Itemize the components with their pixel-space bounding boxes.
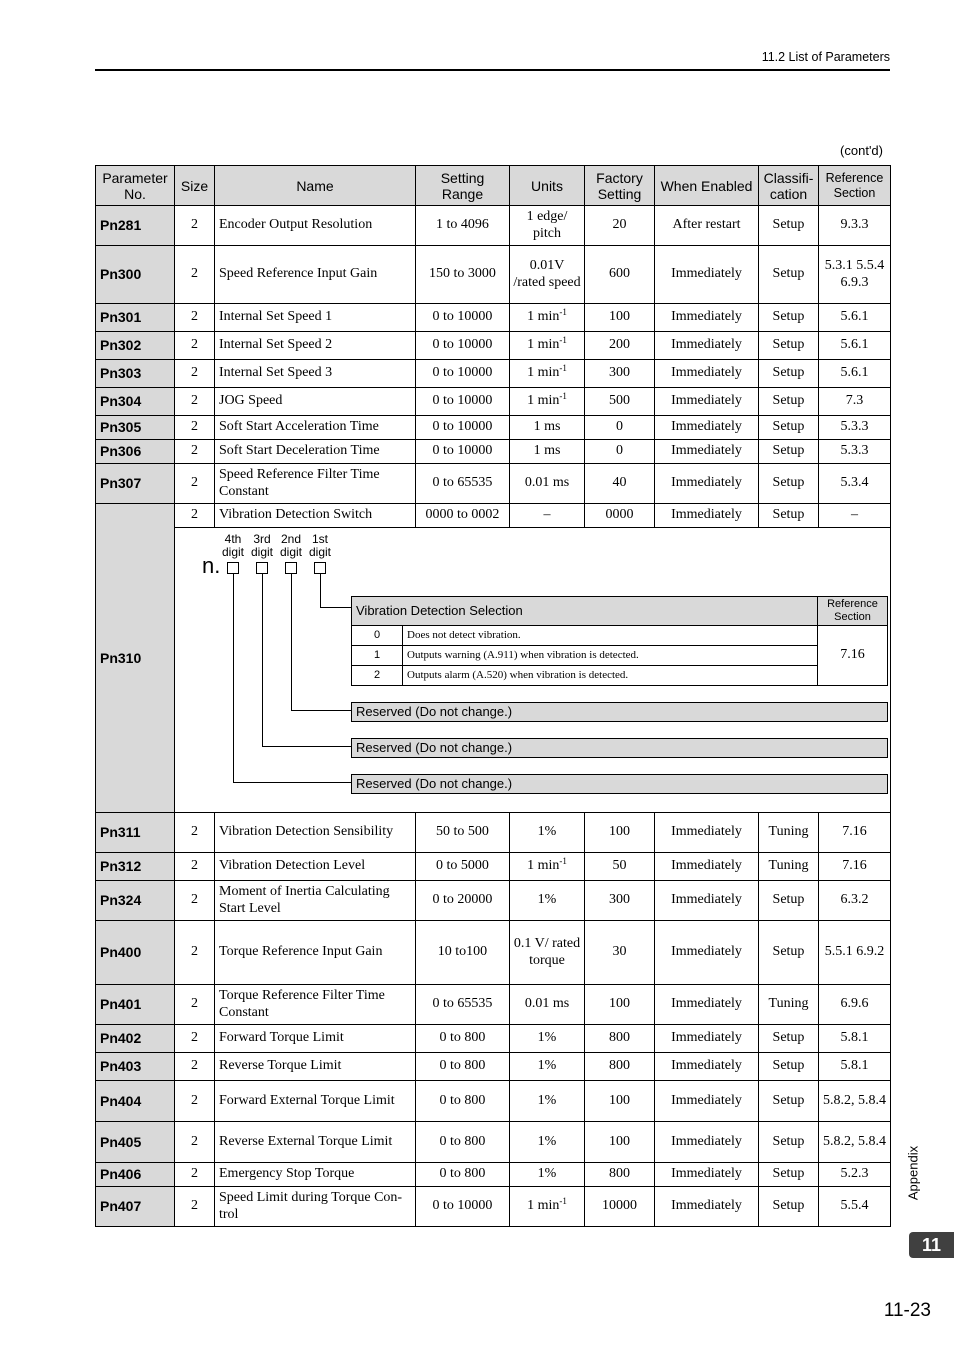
ref-cell: 5.8.2, 5.8.4 (819, 1081, 891, 1122)
factory-cell: 10000 (585, 1187, 655, 1227)
connector-2nd-vertical (291, 574, 292, 711)
enabled-cell: Immediately (655, 1122, 759, 1163)
name-cell: JOG Speed (215, 388, 416, 416)
units-cell: 0.01 ms (510, 464, 585, 504)
chapter-tab: 11 (909, 1232, 954, 1258)
parameter-number: Pn407 (96, 1187, 175, 1227)
name-cell: Vibration Detection Level (215, 853, 416, 881)
range-cell: 0 to 20000 (416, 881, 510, 921)
class-cell: Setup (759, 881, 819, 921)
digit-label-2nd: 2nd digit (279, 532, 302, 559)
option-description: Outputs alarm (A.520) when vibration is detected. (407, 669, 629, 681)
size-cell: 2 (175, 332, 215, 360)
units-cell: 1% (510, 813, 585, 853)
connector-4th-horizontal (233, 782, 351, 783)
units-value: 1 min (527, 337, 560, 353)
continued-label: (cont'd) (840, 143, 883, 158)
units-exponent: -1 (559, 307, 567, 318)
ref-cell: 6.9.6 (819, 985, 891, 1025)
range-cell: 0 to 800 (416, 1025, 510, 1053)
digit-diagram-cell (175, 528, 891, 813)
ref-cell: 5.3.4 (819, 464, 891, 504)
enabled-cell: Immediately (655, 1053, 759, 1081)
parameter-number: Pn312 (96, 853, 175, 881)
name-cell: Vibration Detection Switch (215, 504, 416, 528)
size-cell: 2 (175, 1025, 215, 1053)
range-cell: 0 to 5000 (416, 853, 510, 881)
units-cell (510, 1187, 585, 1227)
parameter-number: Pn304 (96, 388, 175, 416)
connector-1st-horizontal (320, 607, 351, 608)
ref-cell: 5.8.1 (819, 1053, 891, 1081)
size-cell: 2 (175, 416, 215, 440)
connector-2nd-horizontal (291, 710, 351, 711)
parameter-number: Pn405 (96, 1122, 175, 1163)
ref-cell: 6.3.2 (819, 881, 891, 921)
factory-cell: 40 (585, 464, 655, 504)
pn310-digit-diagram-row (96, 528, 891, 813)
option-description: Outputs warning (A.911) when vibration is detected. (407, 649, 639, 661)
range-cell: 0 to 10000 (416, 416, 510, 440)
factory-cell: 30 (585, 921, 655, 985)
digit-box-3rd (256, 562, 268, 574)
table-row (96, 332, 891, 360)
name-cell: Internal Set Speed 3 (215, 360, 416, 388)
factory-cell: 50 (585, 853, 655, 881)
units-cell: 1 edge/ pitch (510, 206, 585, 246)
class-cell: Setup (759, 1163, 819, 1187)
factory-cell: 100 (585, 304, 655, 332)
units-cell: 1 ms (510, 416, 585, 440)
parameter-number: Pn300 (96, 246, 175, 304)
units-cell: 1% (510, 1025, 585, 1053)
units-cell: 1% (510, 1081, 585, 1122)
name-cell: Vibration Detection Sensibility (215, 813, 416, 853)
option-value: 2 (352, 666, 403, 685)
factory-cell: 100 (585, 1122, 655, 1163)
parameter-number: Pn406 (96, 1163, 175, 1187)
ref-cell: 5.3.3 (819, 440, 891, 464)
name-cell: Forward External Torque Limit (215, 1081, 416, 1122)
factory-cell: 0 (585, 416, 655, 440)
range-cell: 0 to 800 (416, 1053, 510, 1081)
parameter-number: Pn305 (96, 416, 175, 440)
table-row (96, 921, 891, 985)
ref-cell: 5.3.3 (819, 416, 891, 440)
class-cell: Setup (759, 1122, 819, 1163)
parameter-number: Pn306 (96, 440, 175, 464)
range-cell: 50 to 500 (416, 813, 510, 853)
factory-cell: 300 (585, 881, 655, 921)
class-cell: Setup (759, 1081, 819, 1122)
digit-box-1st (314, 562, 326, 574)
col-header-name: Name (215, 166, 416, 206)
enabled-cell: Immediately (655, 440, 759, 464)
enabled-cell: Immediately (655, 921, 759, 985)
enabled-cell: Immediately (655, 464, 759, 504)
units-cell: 0.01V /rated speed (510, 246, 585, 304)
table-row (96, 813, 891, 853)
table-row (96, 1187, 891, 1227)
units-cell (510, 332, 585, 360)
units-exponent: -1 (559, 391, 567, 402)
parameter-number: Pn303 (96, 360, 175, 388)
enabled-cell: Immediately (655, 416, 759, 440)
ref-cell: 5.2.3 (819, 1163, 891, 1187)
units-value: 1 min (527, 309, 560, 325)
col-header-size: Size (175, 166, 215, 206)
enabled-cell: Immediately (655, 388, 759, 416)
size-cell: 2 (175, 1122, 215, 1163)
enabled-cell: Immediately (655, 985, 759, 1025)
enabled-cell: Immediately (655, 504, 759, 528)
ref-cell: 5.6.1 (819, 332, 891, 360)
class-cell: Setup (759, 440, 819, 464)
parameter-number: Pn400 (96, 921, 175, 985)
size-cell: 2 (175, 246, 215, 304)
factory-cell: 100 (585, 1081, 655, 1122)
col-header-parameter-no: Parameter No. (96, 166, 175, 206)
size-cell: 2 (175, 504, 215, 528)
range-cell: 0 to 10000 (416, 388, 510, 416)
factory-cell: 800 (585, 1025, 655, 1053)
range-cell: 1 to 4096 (416, 206, 510, 246)
table-row (96, 416, 891, 440)
enabled-cell: Immediately (655, 1163, 759, 1187)
table-row (96, 881, 891, 921)
factory-cell: 800 (585, 1163, 655, 1187)
class-cell: Setup (759, 360, 819, 388)
table-row (96, 853, 891, 881)
units-value: 1 min (527, 1198, 560, 1214)
name-cell: Forward Torque Limit (215, 1025, 416, 1053)
reserved-3rd-digit: Reserved (Do not change.) (351, 738, 888, 758)
table-row (96, 985, 891, 1025)
name-cell: Internal Set Speed 2 (215, 332, 416, 360)
table-row-pn310 (96, 504, 891, 528)
factory-cell: 100 (585, 985, 655, 1025)
parameter-number: Pn307 (96, 464, 175, 504)
digit-box-2nd (285, 562, 297, 574)
size-cell: 2 (175, 1053, 215, 1081)
table-row (96, 206, 891, 246)
size-cell: 2 (175, 1081, 215, 1122)
factory-cell: 20 (585, 206, 655, 246)
connector-1st-vertical (320, 574, 321, 608)
ref-cell: – (819, 504, 891, 528)
ref-cell: 5.6.1 (819, 304, 891, 332)
range-cell: 0000 to 0002 (416, 504, 510, 528)
range-cell: 0 to 10000 (416, 304, 510, 332)
size-cell: 2 (175, 388, 215, 416)
units-cell: 1% (510, 1053, 585, 1081)
option-value: 0 (352, 626, 403, 645)
size-cell: 2 (175, 1163, 215, 1187)
name-cell: Torque Reference Input Gain (215, 921, 416, 985)
parameter-number: Pn310 (96, 504, 175, 813)
col-header-setting-range: Setting Range (416, 166, 510, 206)
range-cell: 0 to 800 (416, 1081, 510, 1122)
size-cell: 2 (175, 985, 215, 1025)
range-cell: 0 to 800 (416, 1163, 510, 1187)
name-cell: Soft Start Acceleration Time (215, 416, 416, 440)
size-cell: 2 (175, 304, 215, 332)
name-cell: Speed Limit during Torque Con-trol (215, 1187, 416, 1227)
ref-cell: 5.8.1 (819, 1025, 891, 1053)
sub-reference-header: Reference Section (818, 596, 888, 626)
ref-cell: 5.6.1 (819, 360, 891, 388)
factory-cell: 100 (585, 813, 655, 853)
vibration-detection-selection-header: Vibration Detection Selection (351, 596, 818, 626)
digit-diagram (175, 528, 890, 812)
enabled-cell: Immediately (655, 1081, 759, 1122)
appendix-side-tab (904, 1140, 922, 1206)
units-value: 1 min (527, 858, 560, 874)
units-cell: 1% (510, 881, 585, 921)
range-cell: 150 to 3000 (416, 246, 510, 304)
size-cell: 2 (175, 813, 215, 853)
parameter-number: Pn324 (96, 881, 175, 921)
units-cell (510, 853, 585, 881)
class-cell: Setup (759, 388, 819, 416)
enabled-cell: Immediately (655, 853, 759, 881)
units-cell: 1 ms (510, 440, 585, 464)
range-cell: 0 to 10000 (416, 440, 510, 464)
enabled-cell: Immediately (655, 1025, 759, 1053)
parameter-table (95, 165, 891, 1227)
table-row (96, 440, 891, 464)
connector-4th-vertical (233, 574, 234, 783)
factory-cell: 600 (585, 246, 655, 304)
units-cell: 0.01 ms (510, 985, 585, 1025)
class-cell: Setup (759, 206, 819, 246)
option-description: Does not detect vibration. (407, 629, 521, 641)
units-exponent: -1 (559, 856, 567, 867)
table-row (96, 464, 891, 504)
table-row (96, 360, 891, 388)
size-cell: 2 (175, 1187, 215, 1227)
col-header-classification: Classifi-cation (759, 166, 819, 206)
enabled-cell: Immediately (655, 813, 759, 853)
table-row (96, 1081, 891, 1122)
ref-cell: 5.5.1 6.9.2 (819, 921, 891, 985)
size-cell: 2 (175, 853, 215, 881)
range-cell: 0 to 65535 (416, 464, 510, 504)
parameter-number: Pn311 (96, 813, 175, 853)
table-row (96, 388, 891, 416)
size-cell: 2 (175, 360, 215, 388)
class-cell: Setup (759, 1053, 819, 1081)
class-cell: Setup (759, 504, 819, 528)
range-cell: 10 to100 (416, 921, 510, 985)
digit-box-4th (227, 562, 239, 574)
enabled-cell: Immediately (655, 1187, 759, 1227)
digit-label-1st: 1st digit (308, 532, 331, 559)
col-header-when-enabled: When Enabled (655, 166, 759, 206)
digit-label-3rd: 3rd digit (250, 532, 273, 559)
ref-cell: 5.8.2, 5.8.4 (819, 1122, 891, 1163)
name-cell: Reverse External Torque Limit (215, 1122, 416, 1163)
col-header-factory-setting: Factory Setting (585, 166, 655, 206)
units-exponent: -1 (559, 363, 567, 374)
name-cell: Moment of Inertia Calculating Start Level (215, 881, 416, 921)
units-value: 1 min (527, 393, 560, 409)
range-cell: 0 to 800 (416, 1122, 510, 1163)
ref-cell: 9.3.3 (819, 206, 891, 246)
name-cell: Soft Start Deceleration Time (215, 440, 416, 464)
class-cell: Tuning (759, 813, 819, 853)
size-cell: 2 (175, 440, 215, 464)
option-row (351, 646, 818, 666)
class-cell: Setup (759, 416, 819, 440)
name-cell: Torque Reference Filter Time Constant (215, 985, 416, 1025)
range-cell: 0 to 65535 (416, 985, 510, 1025)
enabled-cell: Immediately (655, 246, 759, 304)
size-cell: 2 (175, 464, 215, 504)
table-row (96, 1025, 891, 1053)
ref-cell: 5.3.1 5.5.4 6.9.3 (819, 246, 891, 304)
class-cell: Tuning (759, 985, 819, 1025)
units-cell (510, 304, 585, 332)
range-cell: 0 to 10000 (416, 332, 510, 360)
name-cell: Internal Set Speed 1 (215, 304, 416, 332)
parameter-number: Pn281 (96, 206, 175, 246)
factory-cell: 0 (585, 440, 655, 464)
units-cell: 1% (510, 1163, 585, 1187)
factory-cell: 0000 (585, 504, 655, 528)
option-row (351, 626, 818, 646)
factory-cell: 200 (585, 332, 655, 360)
range-cell: 0 to 10000 (416, 360, 510, 388)
digit-prefix: n. (202, 553, 221, 578)
class-cell: Setup (759, 921, 819, 985)
parameter-number: Pn302 (96, 332, 175, 360)
table-header-row (96, 166, 891, 206)
table-row (96, 304, 891, 332)
parameter-number: Pn404 (96, 1081, 175, 1122)
table-row (96, 1163, 891, 1187)
table-row (96, 1122, 891, 1163)
parameter-number: Pn403 (96, 1053, 175, 1081)
col-header-reference-section: Reference Section (819, 166, 891, 206)
units-cell: 0.1 V/ rated torque (510, 921, 585, 985)
enabled-cell: After restart (655, 206, 759, 246)
connector-3rd-horizontal (262, 746, 351, 747)
class-cell: Setup (759, 464, 819, 504)
units-exponent: -1 (559, 335, 567, 346)
factory-cell: 300 (585, 360, 655, 388)
enabled-cell: Immediately (655, 304, 759, 332)
size-cell: 2 (175, 881, 215, 921)
parameter-number: Pn402 (96, 1025, 175, 1053)
header-rule (95, 69, 890, 71)
parameter-number: Pn301 (96, 304, 175, 332)
connector-3rd-vertical (262, 574, 263, 747)
table-row (96, 1053, 891, 1081)
factory-cell: 500 (585, 388, 655, 416)
ref-cell: 5.5.4 (819, 1187, 891, 1227)
enabled-cell: Immediately (655, 332, 759, 360)
class-cell: Setup (759, 1025, 819, 1053)
ref-cell: 7.3 (819, 388, 891, 416)
enabled-cell: Immediately (655, 881, 759, 921)
range-cell: 0 to 10000 (416, 1187, 510, 1227)
name-cell: Emergency Stop Torque (215, 1163, 416, 1187)
class-cell: Setup (759, 304, 819, 332)
parameter-number: Pn401 (96, 985, 175, 1025)
class-cell: Tuning (759, 853, 819, 881)
name-cell: Encoder Output Resolution (215, 206, 416, 246)
col-header-units: Units (510, 166, 585, 206)
name-cell: Speed Reference Filter Time Constant (215, 464, 416, 504)
units-cell (510, 360, 585, 388)
option-value: 1 (352, 646, 403, 665)
units-value: 1 min (527, 365, 560, 381)
class-cell: Setup (759, 332, 819, 360)
enabled-cell: Immediately (655, 360, 759, 388)
option-reference: 7.16 (818, 626, 888, 686)
option-row (351, 666, 818, 686)
units-cell: 1% (510, 1122, 585, 1163)
side-tab-label: Appendix (905, 1145, 921, 1201)
ref-cell: 7.16 (819, 853, 891, 881)
table-row (96, 246, 891, 304)
reserved-2nd-digit: Reserved (Do not change.) (351, 702, 888, 722)
name-cell: Reverse Torque Limit (215, 1053, 416, 1081)
units-exponent: -1 (559, 1196, 567, 1207)
units-cell: – (510, 504, 585, 528)
size-cell: 2 (175, 921, 215, 985)
page-number: 11-23 (883, 1300, 931, 1321)
factory-cell: 800 (585, 1053, 655, 1081)
reserved-4th-digit: Reserved (Do not change.) (351, 774, 888, 794)
units-cell (510, 388, 585, 416)
section-header: 11.2 List of Parameters (761, 50, 890, 64)
class-cell: Setup (759, 1187, 819, 1227)
name-cell: Speed Reference Input Gain (215, 246, 416, 304)
size-cell: 2 (175, 206, 215, 246)
class-cell: Setup (759, 246, 819, 304)
digit-label-4th: 4th digit (221, 532, 244, 559)
ref-cell: 7.16 (819, 813, 891, 853)
